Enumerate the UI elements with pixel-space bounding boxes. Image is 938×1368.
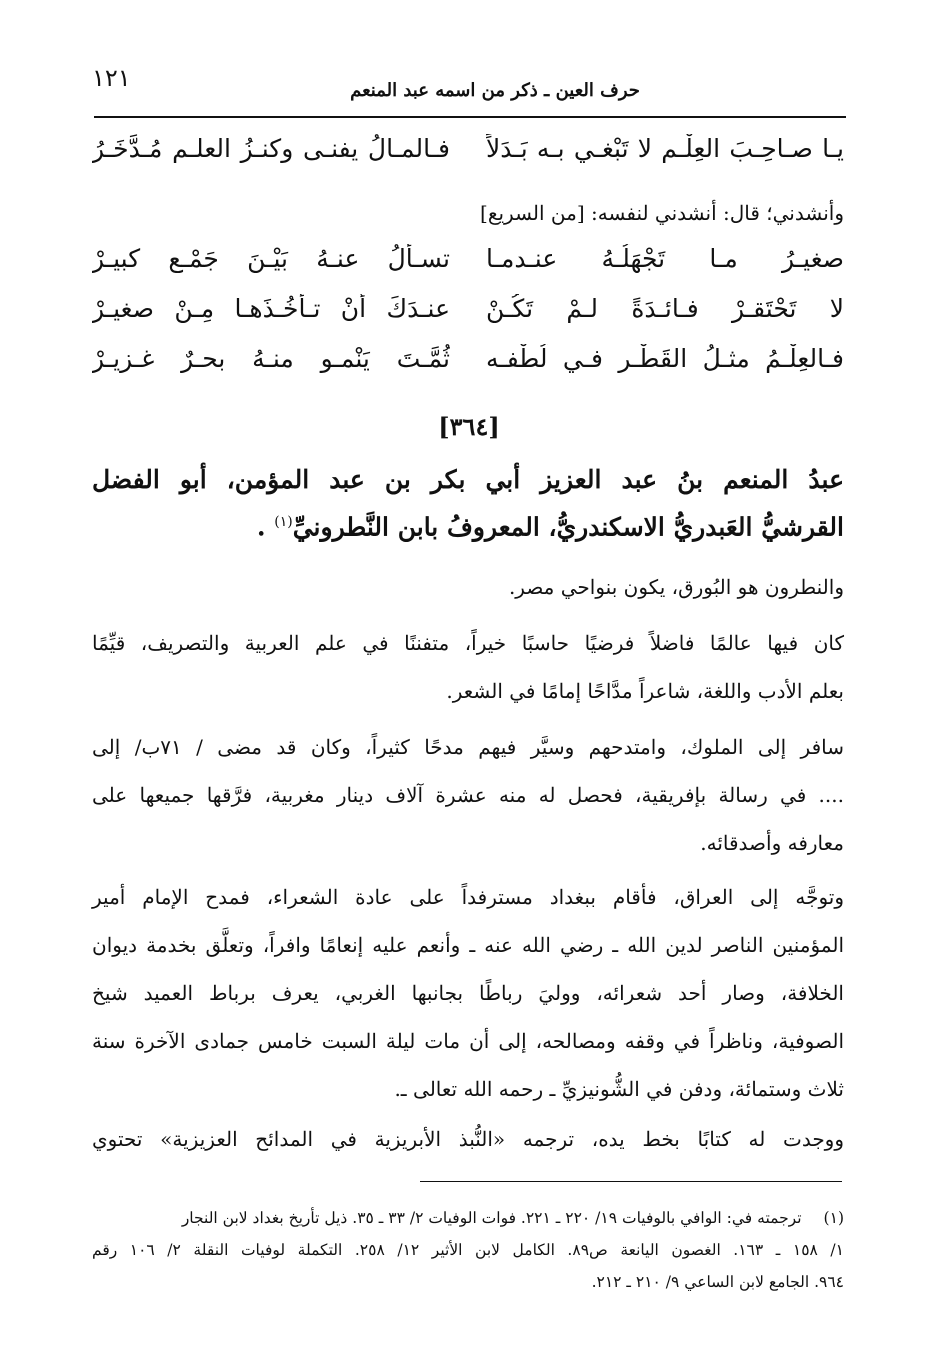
entry-title-text: القرشيُّ العَبدريُّ الاسكندريُّ، المعروفُ بابن النَّطرونيِّ [292, 512, 844, 542]
entry-title-line-2 [92, 502, 844, 547]
recitation-intro: وأنشدني؛ قال: أنشدني لنفسه: [من السريع] [480, 201, 844, 225]
page-number: ١٢١ [92, 64, 131, 92]
hemistich-right: صغيـرُ مـا تَجْهَلُـهُ عنـدمـا [486, 244, 844, 273]
hemistich-left: عنـدَكَ أنْ تـأخُـذَهـا مِـنْ صغيـرْ [92, 294, 450, 323]
entry-title-line-1: عبدُ المنعم بنُ عبد العزيز أبي بكر بن عبد المؤمن، أبو الفضل [92, 465, 844, 494]
body-line: .... في رسالة بإفريقية، فحصل له منه عشرة آلاف دينار مغربية، فرَّقها جميعها على [92, 783, 844, 807]
running-title: حرف العين ـ ذكر من اسمه عبد المنعم [350, 80, 640, 101]
footnote-line: ١/ ١٥٨ ـ ١٦٣. الغصون اليانعة ص٨٩. الكامل لابن الأثير ١٢/ ٢٥٨. التكملة لوفيات النقلة ٢/ ١٠٦ رقم [92, 1241, 844, 1259]
footnote-line: ٩٦٤. الجامع لابن الساعي ٩/ ٢١٠ ـ ٢١٢. [591, 1273, 844, 1291]
hemistich-left: تسـألُ عنـهُ بَيْـنَ جَمْـعٍ كبيـرْ [92, 244, 450, 273]
footnote-marker: (١) [823, 1209, 844, 1227]
body-line: كان فيها عالمًا فاضلاً فرضيًا حاسبًا خيراً، متفننًا في علم العربية والتصريف، قيِّمًا [92, 631, 844, 655]
footnote-reference: (١) [274, 514, 293, 530]
body-line: الخلافة، وصار أحد شعرائه، ووليَ رباطًا بجانبها الغربي، يعرف برباط العميد شيخ [92, 981, 844, 1005]
body-line: معارفه وأصدقائه. [700, 831, 844, 855]
body-line: والنطرون هو البُورق، يكون بنواحي مصر. [508, 575, 844, 599]
body-line: بعلم الأدب واللغة، شاعراً مدَّاحًا إمامًا في الشعر. [446, 679, 844, 703]
poem-verse [92, 244, 844, 284]
hemistich-right: فـالعِلْـمُ مثـلُ القَطْـرِ فـي لُطْفـه [486, 344, 844, 373]
footnote-text: ترجمته في: الوافي بالوفيات ١٩/ ٢٢٠ ـ ٢٢١. فوات الوفيات ٢/ ٣٣ ـ ٣٥. ذيل تأريخ بغداد لابن النجار [181, 1209, 802, 1227]
entry-title-end: . [256, 512, 266, 542]
body-line: ووجدت له كتابًا بخط يده، ترجمه «النُّبذ الأبريزية في المدائح العزيزية» تحتوي [92, 1127, 844, 1151]
header-rule [94, 116, 846, 118]
footnote-rule [420, 1181, 842, 1182]
body-line: وتوجَّه إلى العراق، فأقام ببغداد مسترفداً على عادة الشعراء، فمدح الإمام أمير [92, 885, 844, 909]
hemistich-right: يـا صـاحِـبَ العِلْـمِ لا تَبْغـي بـه بَـدَلاً [486, 134, 844, 163]
body-line: الصوفية، وناظراً في وقفه ومصالحه، إلى أن مات ليلة السبت خامس جمادى الآخرة سنة [92, 1029, 844, 1053]
entry-number: [٣٦٤] [438, 412, 500, 441]
poem-verse [92, 294, 844, 334]
body-line: سافر إلى الملوك، وامتدحهم وسيَّر فيهم مدحًا كثيراً، وكان قد مضى / ٧١ب/ إلى [92, 735, 845, 759]
verse-opening [92, 134, 844, 174]
hemistich-right: لا تَحْتَقـرْ فـائـدَةً لـمْ تَكُـنْ [486, 294, 844, 323]
hemistich-left: فـالمـالُ يفنـى وكنـزُ العلـمِ مُـدَّخَـرُ [92, 134, 450, 163]
hemistich-left: ثُمَّـتَ يَنْمـو منـهُ بحـرٌ غـزيـرْ [92, 344, 450, 373]
body-line: ثلاث وستمائة، ودفن في الشُّونيزيِّ ـ رحمه الله تعالى ـ. [394, 1077, 844, 1101]
footnote-line [92, 1204, 844, 1232]
body-line: المؤمنين الناصر لدين الله ـ رضي الله عنه ـ وأنعم عليه إنعامًا وافراً، وتعلَّق بخدمة ديوان [92, 933, 844, 957]
poem-verse [92, 344, 844, 384]
